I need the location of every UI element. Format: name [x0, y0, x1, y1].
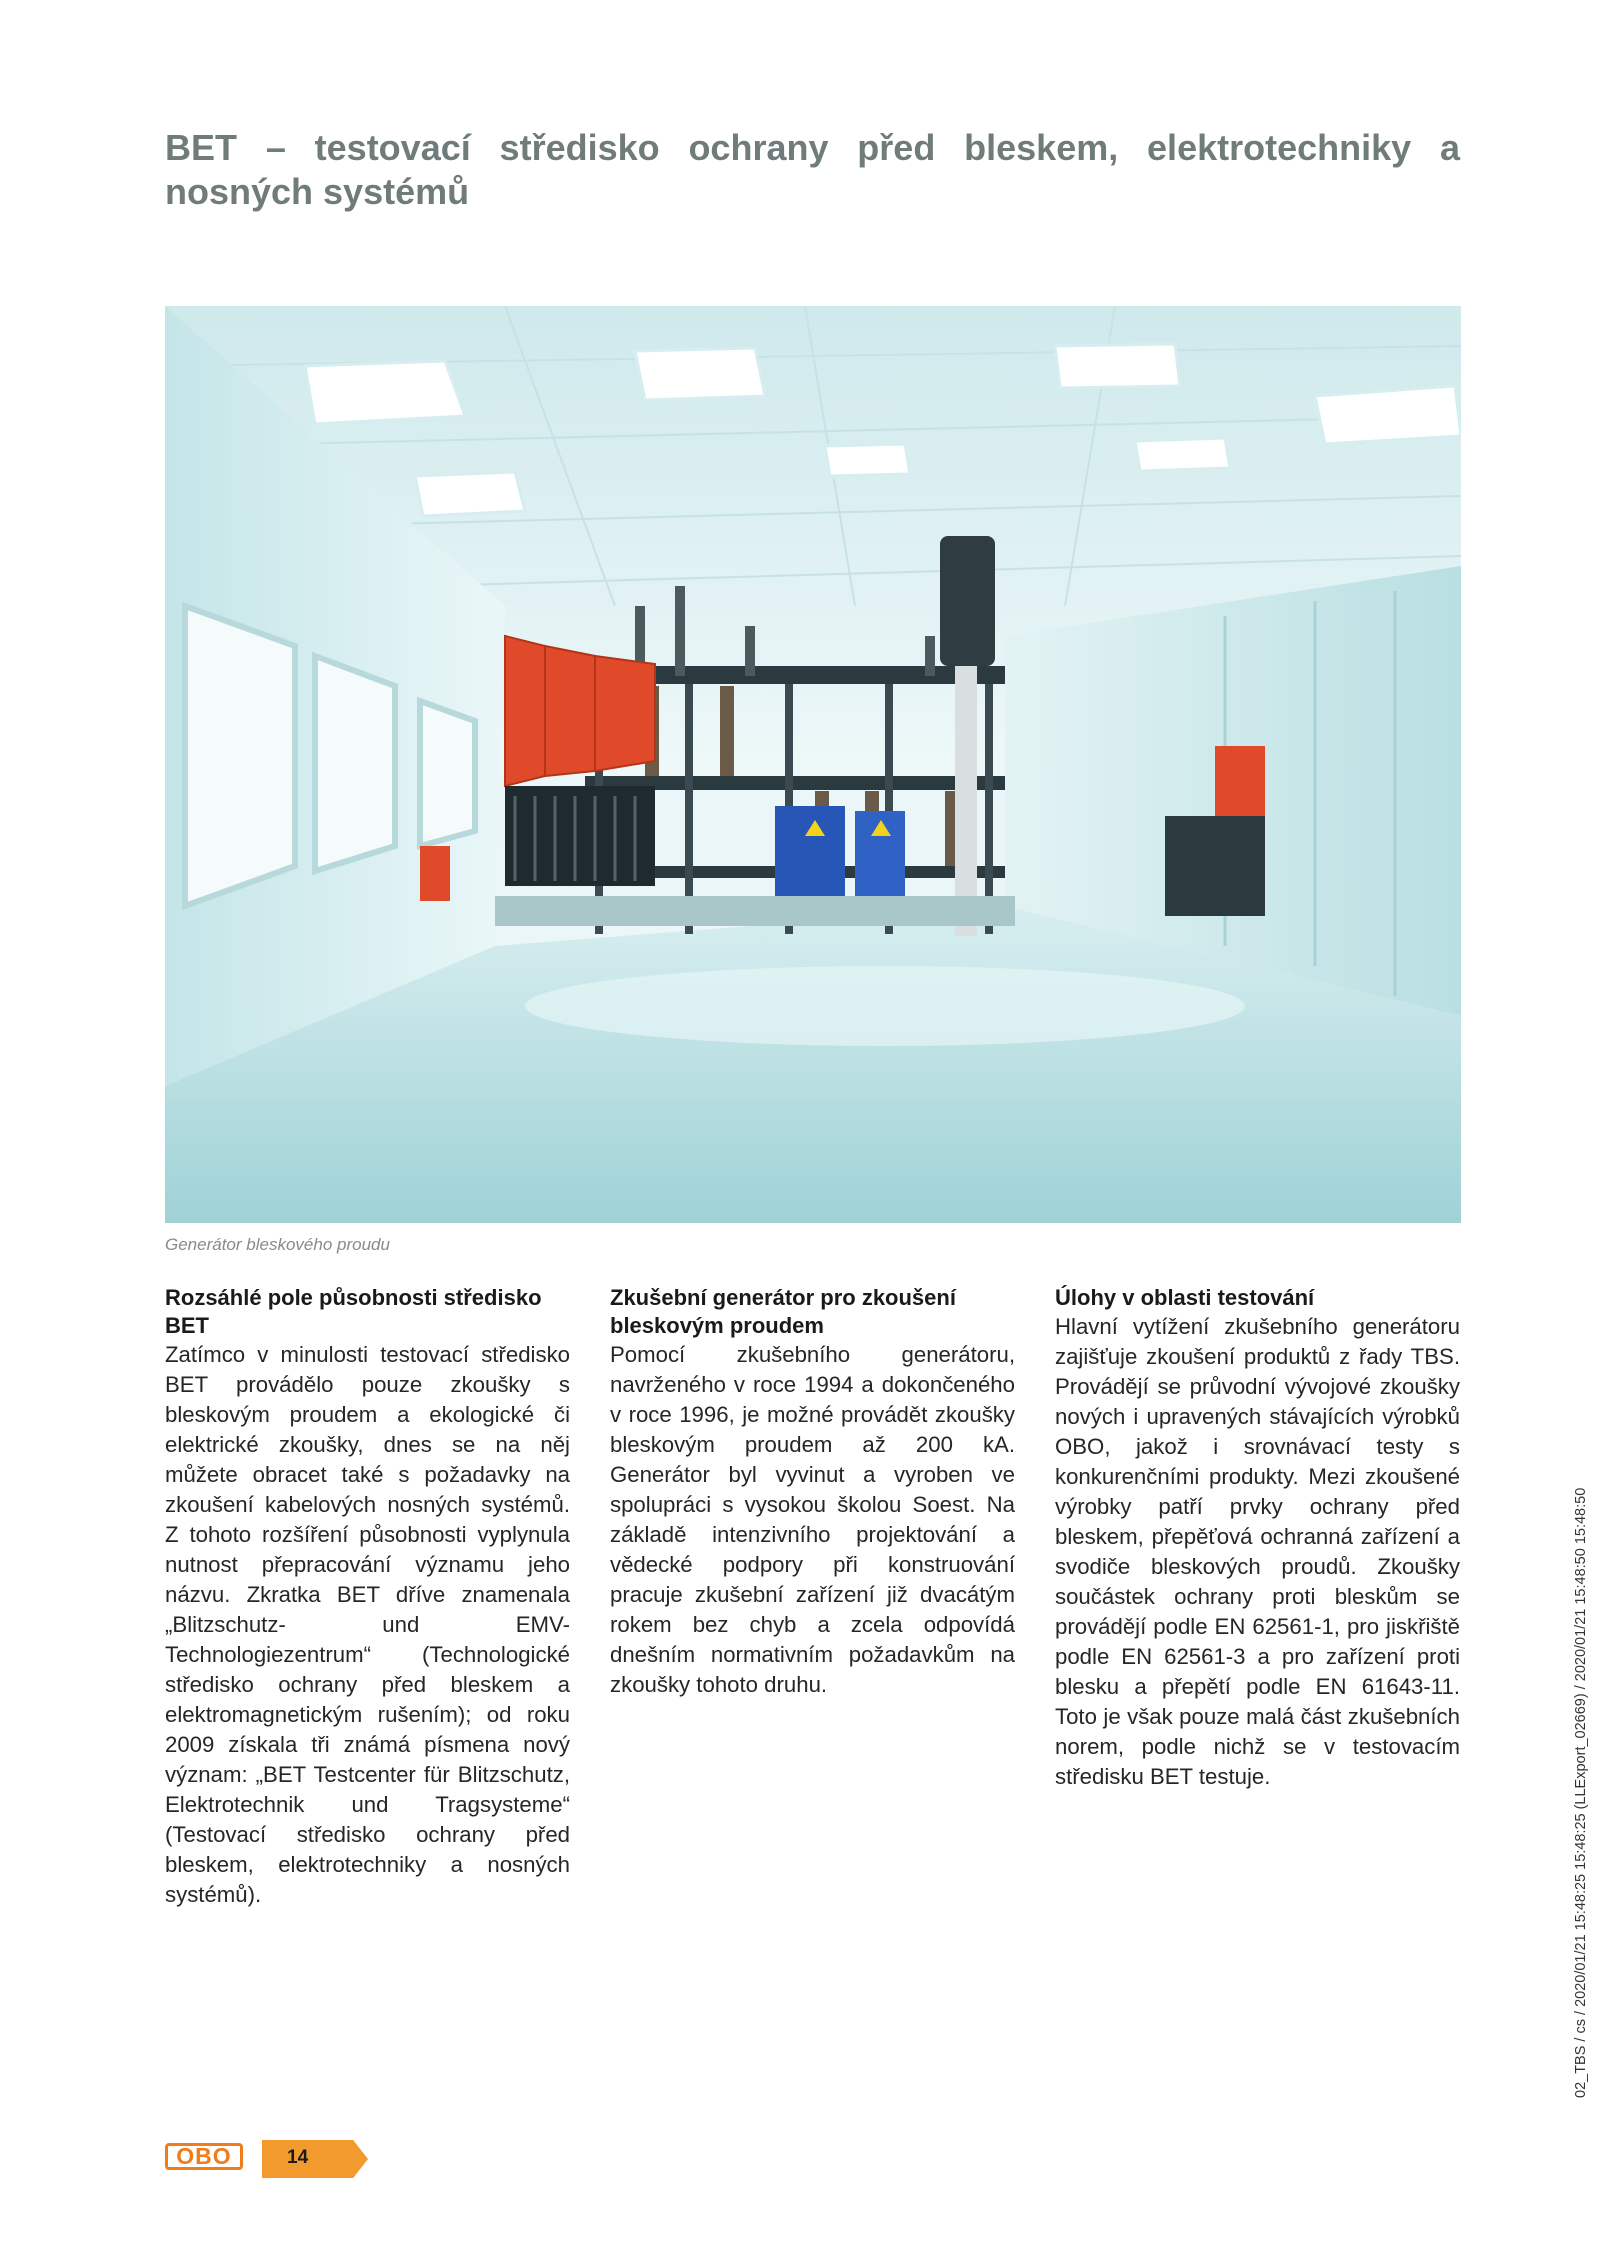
column-generator	[610, 1284, 1015, 1700]
obo-logo: OBO	[165, 2143, 243, 2170]
column-text: Pomocí zkušebního generátoru, navrženého v roce 1994 a dokončeného v roce 1996, je možné provádět zkoušky bleskovým proudem až 200 kA. Generátor byl vyvinut a vyroben ve spolupráci s vysokou školou Soest. Na základě intenzivního projektování a vědecké podpory při konstruování pracuje zkušební zařízení již dvacátým rokem bez chyb a zcela odpovídá dnešním normativním požadavkům na zkoušky tohoto druhu.	[610, 1342, 1015, 1697]
page-number: 14	[287, 2147, 309, 2168]
column-text: Hlavní vytížení zkušebního generátoru zajišťuje zkoušení produktů z řady TBS. Provádějí se průvodní vývojové zkoušky nových i upravených stávajících výrobků OBO, jakož i srovnávací testy s konkurenčními produkty. Mezi zkoušené výrobky patří prvky ochrany před bleskem, přepěťová ochranná zařízení a svodiče bleskových proudů. Zkoušky součástek ochrany proti bleskům se provádějí podle EN 62561-1, pro jiskřiště podle EN 62561-3 a pro zařízení proti blesku a přepětí podle EN 61643-11. Toto je však pouze malá část zkušebních norem, podle nichž se v testovacím středisku BET testuje.	[1055, 1314, 1460, 1789]
column-heading: Zkušební generátor pro zkoušení bleskovým proudem	[610, 1285, 956, 1338]
lab-photo	[165, 306, 1461, 1223]
column-heading: Úlohy v oblasti testování	[1055, 1285, 1315, 1310]
column-testing-tasks	[1055, 1284, 1460, 1792]
column-scope	[165, 1284, 570, 1910]
export-side-note: 02_TBS / cs / 2020/01/21 15:48:25 15:48:25 (LLExport_02669) / 2020/01/21 15:48:50 15:48:50	[1573, 1487, 1589, 2098]
column-text: Zatímco v minulosti testovací středisko BET provádělo pouze zkoušky s bleskovým proudem a ekologické či elektrické zkoušky, dnes se na něj můžete obracet také s požadavky na zkoušení kabelových nosných systémů. Z tohoto rozšíření působnosti vyplynula nutnost přepracování významu jeho názvu. Zkratka BET dříve znamenala „Blitzschutz- und EMV-Technologiezentrum“ (Technologické středisko ochrany před bleskem a elektromagnetickým rušením); od roku 2009 získala tři známá písmena nový význam: „BET Testcenter für Blitzschutz, Elektrotechnik und Tragsysteme“ (Testovací středisko ochrany před bleskem, elektrotechniky a nosných systémů).	[165, 1342, 570, 1907]
page-number-badge	[262, 2140, 368, 2178]
page-title: BET – testovací středisko ochrany před bleskem, elektrotechniky a nosných systémů	[165, 127, 1460, 212]
photo-caption: Generátor bleskového proudu	[165, 1235, 390, 1254]
column-heading: Rozsáhlé pole působnosti středisko BET	[165, 1285, 542, 1338]
